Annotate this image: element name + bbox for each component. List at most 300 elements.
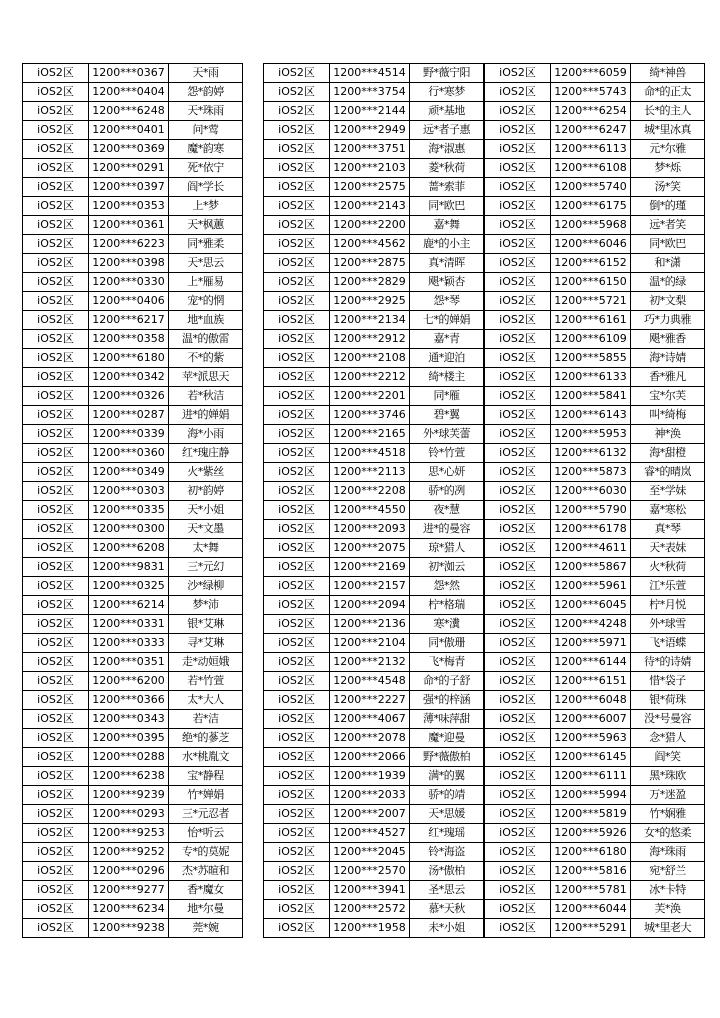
server-cell: iOS2区 xyxy=(485,710,551,729)
table-row xyxy=(485,539,705,558)
account-id-cell: 1200***9831 xyxy=(89,558,169,577)
account-id-cell: 1200***5961 xyxy=(551,577,631,596)
account-id-cell: 1200***6030 xyxy=(551,482,631,501)
server-cell: iOS2区 xyxy=(264,748,330,767)
table-body xyxy=(264,64,484,938)
player-name-cell: 若*竹萱 xyxy=(169,672,243,691)
account-id-cell: 1200***2227 xyxy=(330,691,410,710)
player-name-cell: 命*的子舒 xyxy=(410,672,484,691)
account-id-cell: 1200***2132 xyxy=(330,653,410,672)
account-id-cell: 1200***2144 xyxy=(330,102,410,121)
account-id-cell: 1200***1939 xyxy=(330,767,410,786)
player-name-cell: 宝*尔芙 xyxy=(631,387,705,406)
account-id-cell: 1200***5740 xyxy=(551,178,631,197)
server-cell: iOS2区 xyxy=(23,729,89,748)
account-id-cell: 1200***2113 xyxy=(330,463,410,482)
player-name-cell: 初*韵婷 xyxy=(169,482,243,501)
table-row xyxy=(264,710,484,729)
account-id-cell: 1200***0358 xyxy=(89,330,169,349)
player-name-cell: 怨*然 xyxy=(410,577,484,596)
table-row xyxy=(485,805,705,824)
table-row xyxy=(264,292,484,311)
server-cell: iOS2区 xyxy=(23,292,89,311)
player-name-cell: 天*珠雨 xyxy=(169,102,243,121)
server-cell: iOS2区 xyxy=(23,482,89,501)
account-id-cell: 1200***5968 xyxy=(551,216,631,235)
server-cell: iOS2区 xyxy=(23,710,89,729)
server-cell: iOS2区 xyxy=(264,159,330,178)
account-id-cell: 1200***6133 xyxy=(551,368,631,387)
server-cell: iOS2区 xyxy=(264,881,330,900)
server-cell: iOS2区 xyxy=(23,425,89,444)
player-name-cell: 圣*思云 xyxy=(410,881,484,900)
server-cell: iOS2区 xyxy=(23,463,89,482)
account-id-cell: 1200***0366 xyxy=(89,691,169,710)
player-name-cell: 海*诗婧 xyxy=(631,349,705,368)
table-row xyxy=(485,368,705,387)
player-name-cell: 专*的莫妮 xyxy=(169,843,243,862)
account-id-cell: 1200***0404 xyxy=(89,83,169,102)
table-row xyxy=(485,463,705,482)
player-name-cell: 嘉*寒松 xyxy=(631,501,705,520)
player-name-cell: 满*的翼 xyxy=(410,767,484,786)
player-name-cell: 汤*笑 xyxy=(631,178,705,197)
player-name-cell: 通*迎泊 xyxy=(410,349,484,368)
account-id-cell: 1200***3941 xyxy=(330,881,410,900)
account-id-cell: 1200***2829 xyxy=(330,273,410,292)
account-id-cell: 1200***5841 xyxy=(551,387,631,406)
server-cell: iOS2区 xyxy=(264,862,330,881)
table-row xyxy=(264,159,484,178)
table-row xyxy=(23,311,243,330)
table-row xyxy=(264,425,484,444)
table-row xyxy=(485,273,705,292)
player-name-cell: 行*寒梦 xyxy=(410,83,484,102)
table-row xyxy=(485,919,705,938)
player-name-cell: 阎*笑 xyxy=(631,748,705,767)
player-name-cell: 同*欧巴 xyxy=(631,235,705,254)
account-id-cell: 1200***5816 xyxy=(551,862,631,881)
server-cell: iOS2区 xyxy=(485,786,551,805)
account-id-cell: 1200***5781 xyxy=(551,881,631,900)
server-cell: iOS2区 xyxy=(23,634,89,653)
account-id-cell: 1200***5963 xyxy=(551,729,631,748)
table-row xyxy=(23,748,243,767)
server-cell: iOS2区 xyxy=(485,349,551,368)
table-row xyxy=(485,178,705,197)
player-name-cell: 海*淑惠 xyxy=(410,140,484,159)
account-id-cell: 1200***4527 xyxy=(330,824,410,843)
account-id-cell: 1200***2093 xyxy=(330,520,410,539)
server-cell: iOS2区 xyxy=(485,558,551,577)
player-name-cell: 问*莺 xyxy=(169,121,243,140)
table-row xyxy=(264,919,484,938)
player-name-cell: 睿*的晴岚 xyxy=(631,463,705,482)
server-cell: iOS2区 xyxy=(264,805,330,824)
account-id-cell: 1200***6150 xyxy=(551,273,631,292)
table-row xyxy=(485,349,705,368)
table-row xyxy=(23,501,243,520)
table-row xyxy=(485,330,705,349)
account-id-cell: 1200***0303 xyxy=(89,482,169,501)
account-id-cell: 1200***2075 xyxy=(330,539,410,558)
account-id-cell: 1200***6111 xyxy=(551,767,631,786)
server-cell: iOS2区 xyxy=(485,273,551,292)
account-id-cell: 1200***2165 xyxy=(330,425,410,444)
server-cell: iOS2区 xyxy=(264,596,330,615)
server-cell: iOS2区 xyxy=(264,311,330,330)
player-name-cell: 惜*袋子 xyxy=(631,672,705,691)
server-cell: iOS2区 xyxy=(485,805,551,824)
account-id-cell: 1200***2104 xyxy=(330,634,410,653)
server-cell: iOS2区 xyxy=(23,406,89,425)
table-row xyxy=(23,691,243,710)
table-row xyxy=(23,64,243,83)
account-id-cell: 1200***3751 xyxy=(330,140,410,159)
player-name-cell: 杰*苏暄和 xyxy=(169,862,243,881)
player-name-cell: 天*思云 xyxy=(169,254,243,273)
player-name-cell: 顽*基地 xyxy=(410,102,484,121)
player-name-cell: 若*洁 xyxy=(169,710,243,729)
server-cell: iOS2区 xyxy=(23,444,89,463)
player-name-cell: 怨*琴 xyxy=(410,292,484,311)
table-row xyxy=(485,881,705,900)
account-id-cell: 1200***0343 xyxy=(89,710,169,729)
player-name-cell: 进*的婵娟 xyxy=(169,406,243,425)
player-name-cell: 宝*静程 xyxy=(169,767,243,786)
table-row xyxy=(264,843,484,862)
table-row xyxy=(264,216,484,235)
account-id-cell: 1200***0288 xyxy=(89,748,169,767)
account-id-cell: 1200***0349 xyxy=(89,463,169,482)
table-row xyxy=(264,672,484,691)
player-name-cell: 强*的梓涵 xyxy=(410,691,484,710)
server-cell: iOS2区 xyxy=(485,330,551,349)
server-cell: iOS2区 xyxy=(264,425,330,444)
server-cell: iOS2区 xyxy=(485,501,551,520)
account-id-cell: 1200***2134 xyxy=(330,311,410,330)
player-name-cell: 绮*楼主 xyxy=(410,368,484,387)
table-row xyxy=(23,919,243,938)
table-row xyxy=(264,406,484,425)
player-name-cell: 竹*娴雅 xyxy=(631,805,705,824)
account-id-cell: 1200***2103 xyxy=(330,159,410,178)
account-id-cell: 1200***3746 xyxy=(330,406,410,425)
player-name-cell: 魔*韵寒 xyxy=(169,140,243,159)
account-id-cell: 1200***4514 xyxy=(330,64,410,83)
server-cell: iOS2区 xyxy=(264,330,330,349)
player-name-cell: 汤*傲柏 xyxy=(410,862,484,881)
account-id-cell: 1200***2572 xyxy=(330,900,410,919)
table-row xyxy=(23,729,243,748)
server-cell: iOS2区 xyxy=(23,140,89,159)
account-id-cell: 1200***0395 xyxy=(89,729,169,748)
server-cell: iOS2区 xyxy=(264,273,330,292)
player-name-cell: 进*的曼容 xyxy=(410,520,484,539)
server-cell: iOS2区 xyxy=(264,843,330,862)
player-name-cell: 柠*月悦 xyxy=(631,596,705,615)
server-cell: iOS2区 xyxy=(485,64,551,83)
table-row xyxy=(485,596,705,615)
server-cell: iOS2区 xyxy=(23,64,89,83)
account-id-cell: 1200***0367 xyxy=(89,64,169,83)
account-id-cell: 1200***0397 xyxy=(89,178,169,197)
account-id-cell: 1200***0369 xyxy=(89,140,169,159)
table-row xyxy=(485,748,705,767)
table-row xyxy=(264,729,484,748)
table-row xyxy=(485,140,705,159)
table-row xyxy=(485,577,705,596)
account-id-cell: 1200***6161 xyxy=(551,311,631,330)
table-row xyxy=(264,349,484,368)
account-id-cell: 1200***6208 xyxy=(89,539,169,558)
account-id-cell: 1200***2208 xyxy=(330,482,410,501)
server-cell: iOS2区 xyxy=(23,216,89,235)
table-row xyxy=(264,387,484,406)
server-cell: iOS2区 xyxy=(485,596,551,615)
account-id-cell: 1200***2157 xyxy=(330,577,410,596)
player-name-cell: 江*乐萱 xyxy=(631,577,705,596)
account-id-cell: 1200***0330 xyxy=(89,273,169,292)
account-id-cell: 1200***5790 xyxy=(551,501,631,520)
server-cell: iOS2区 xyxy=(23,919,89,938)
account-id-cell: 1200***6180 xyxy=(89,349,169,368)
table-row xyxy=(264,596,484,615)
server-cell: iOS2区 xyxy=(485,824,551,843)
player-name-cell: 走*动姮娥 xyxy=(169,653,243,672)
server-cell: iOS2区 xyxy=(264,729,330,748)
player-name-cell: 怡*听云 xyxy=(169,824,243,843)
server-cell: iOS2区 xyxy=(264,83,330,102)
player-name-cell: 慕*天秋 xyxy=(410,900,484,919)
server-cell: iOS2区 xyxy=(23,615,89,634)
player-name-cell: 三*元忍者 xyxy=(169,805,243,824)
table-row xyxy=(264,197,484,216)
account-id-cell: 1200***0333 xyxy=(89,634,169,653)
player-name-cell: 骄*的冽 xyxy=(410,482,484,501)
account-id-cell: 1200***0353 xyxy=(89,197,169,216)
account-id-cell: 1200***0342 xyxy=(89,368,169,387)
player-name-cell: 绝*的蔘芝 xyxy=(169,729,243,748)
server-cell: iOS2区 xyxy=(23,254,89,273)
server-cell: iOS2区 xyxy=(264,368,330,387)
player-name-cell: 飓*颖杏 xyxy=(410,273,484,292)
server-cell: iOS2区 xyxy=(264,482,330,501)
account-id-cell: 1200***6234 xyxy=(89,900,169,919)
account-id-cell: 1200***6217 xyxy=(89,311,169,330)
player-name-cell: 梦*烁 xyxy=(631,159,705,178)
player-name-cell: 水*桃胤文 xyxy=(169,748,243,767)
account-id-cell: 1200***6238 xyxy=(89,767,169,786)
server-cell: iOS2区 xyxy=(485,539,551,558)
server-cell: iOS2区 xyxy=(23,672,89,691)
account-id-cell: 1200***0351 xyxy=(89,653,169,672)
table-row xyxy=(23,824,243,843)
server-cell: iOS2区 xyxy=(264,140,330,159)
table-row xyxy=(485,254,705,273)
player-name-cell: 待*的诗婧 xyxy=(631,653,705,672)
account-id-cell: 1200***6144 xyxy=(551,653,631,672)
player-name-cell: 同*雅柔 xyxy=(169,235,243,254)
player-name-cell: 女*的悠柔 xyxy=(631,824,705,843)
player-name-cell: 绮*神兽 xyxy=(631,64,705,83)
table-body xyxy=(23,64,243,938)
account-id-cell: 1200***6152 xyxy=(551,254,631,273)
table-row xyxy=(485,615,705,634)
table-row xyxy=(264,235,484,254)
player-name-cell: 碧*翼 xyxy=(410,406,484,425)
player-name-cell: 野*薇傲柏 xyxy=(410,748,484,767)
account-id-cell: 1200***5873 xyxy=(551,463,631,482)
player-name-cell: 死*依宁 xyxy=(169,159,243,178)
account-id-cell: 1200***0360 xyxy=(89,444,169,463)
server-cell: iOS2区 xyxy=(264,710,330,729)
account-id-cell: 1200***0406 xyxy=(89,292,169,311)
server-cell: iOS2区 xyxy=(485,767,551,786)
account-id-cell: 1200***9252 xyxy=(89,843,169,862)
account-id-cell: 1200***5953 xyxy=(551,425,631,444)
server-cell: iOS2区 xyxy=(264,387,330,406)
account-id-cell: 1200***6248 xyxy=(89,102,169,121)
account-id-cell: 1200***4548 xyxy=(330,672,410,691)
account-id-cell: 1200***4550 xyxy=(330,501,410,520)
account-id-cell: 1200***6254 xyxy=(551,102,631,121)
table-row xyxy=(264,273,484,292)
server-cell: iOS2区 xyxy=(264,463,330,482)
table-row xyxy=(23,710,243,729)
player-name-cell: 飞*语蝶 xyxy=(631,634,705,653)
server-cell: iOS2区 xyxy=(264,786,330,805)
account-id-cell: 1200***9277 xyxy=(89,881,169,900)
player-name-cell: 芙*涣 xyxy=(631,900,705,919)
account-id-cell: 1200***6151 xyxy=(551,672,631,691)
table-row xyxy=(485,691,705,710)
server-cell: iOS2区 xyxy=(264,178,330,197)
player-name-cell: 真*清晖 xyxy=(410,254,484,273)
table-row xyxy=(485,159,705,178)
table-row xyxy=(23,273,243,292)
table-row xyxy=(264,539,484,558)
server-cell: iOS2区 xyxy=(23,691,89,710)
server-cell: iOS2区 xyxy=(23,862,89,881)
table-row xyxy=(264,463,484,482)
server-cell: iOS2区 xyxy=(485,197,551,216)
player-name-cell: 命*的正太 xyxy=(631,83,705,102)
table-row xyxy=(485,520,705,539)
table-row xyxy=(23,558,243,577)
player-name-cell: 梦*沛 xyxy=(169,596,243,615)
server-cell: iOS2区 xyxy=(485,653,551,672)
table-row xyxy=(264,368,484,387)
account-id-cell: 1200***2143 xyxy=(330,197,410,216)
account-id-cell: 1200***2212 xyxy=(330,368,410,387)
account-id-cell: 1200***4562 xyxy=(330,235,410,254)
player-name-cell: 远*者子惠 xyxy=(410,121,484,140)
server-cell: iOS2区 xyxy=(485,254,551,273)
player-name-cell: 城*里老大 xyxy=(631,919,705,938)
account-id-cell: 1200***6108 xyxy=(551,159,631,178)
table-row xyxy=(23,254,243,273)
player-name-cell: 火*秋荷 xyxy=(631,558,705,577)
player-name-cell: 七*的婵娟 xyxy=(410,311,484,330)
account-id-cell: 1200***4611 xyxy=(551,539,631,558)
server-cell: iOS2区 xyxy=(23,349,89,368)
server-cell: iOS2区 xyxy=(23,121,89,140)
account-id-cell: 1200***9253 xyxy=(89,824,169,843)
player-name-cell: 银*荷珠 xyxy=(631,691,705,710)
server-cell: iOS2区 xyxy=(264,900,330,919)
table-row xyxy=(485,501,705,520)
table-row xyxy=(485,64,705,83)
table-row xyxy=(485,292,705,311)
player-name-cell: 菱*秋荷 xyxy=(410,159,484,178)
server-cell: iOS2区 xyxy=(485,577,551,596)
table-row xyxy=(485,900,705,919)
account-id-cell: 1200***0398 xyxy=(89,254,169,273)
table-row xyxy=(264,64,484,83)
player-name-cell: 海*甜橙 xyxy=(631,444,705,463)
account-id-cell: 1200***0291 xyxy=(89,159,169,178)
player-name-cell: 巧*力典雅 xyxy=(631,311,705,330)
table-row xyxy=(485,767,705,786)
player-name-cell: 天*雨 xyxy=(169,64,243,83)
player-name-cell: 嘉*舞 xyxy=(410,216,484,235)
table-row xyxy=(23,197,243,216)
server-cell: iOS2区 xyxy=(23,273,89,292)
account-id-cell: 1200***6045 xyxy=(551,596,631,615)
server-cell: iOS2区 xyxy=(23,520,89,539)
server-cell: iOS2区 xyxy=(264,216,330,235)
account-id-cell: 1200***0339 xyxy=(89,425,169,444)
account-id-cell: 1200***2094 xyxy=(330,596,410,615)
account-id-cell: 1200***6200 xyxy=(89,672,169,691)
server-cell: iOS2区 xyxy=(23,558,89,577)
server-cell: iOS2区 xyxy=(485,482,551,501)
player-name-cell: 天*思媛 xyxy=(410,805,484,824)
account-id-cell: 1200***2045 xyxy=(330,843,410,862)
account-id-cell: 1200***5971 xyxy=(551,634,631,653)
server-cell: iOS2区 xyxy=(485,615,551,634)
table-row xyxy=(485,710,705,729)
server-cell: iOS2区 xyxy=(485,159,551,178)
player-name-cell: 不*的紫 xyxy=(169,349,243,368)
server-cell: iOS2区 xyxy=(485,900,551,919)
server-cell: iOS2区 xyxy=(23,159,89,178)
server-cell: iOS2区 xyxy=(485,121,551,140)
table-body xyxy=(485,64,705,938)
player-name-cell: 至*学妹 xyxy=(631,482,705,501)
server-cell: iOS2区 xyxy=(23,748,89,767)
server-cell: iOS2区 xyxy=(23,330,89,349)
player-name-cell: 万*迷盈 xyxy=(631,786,705,805)
table-row xyxy=(23,634,243,653)
player-name-cell: 竹*婵娟 xyxy=(169,786,243,805)
account-id-cell: 1200***6059 xyxy=(551,64,631,83)
table-row xyxy=(23,292,243,311)
table-row xyxy=(23,159,243,178)
player-name-cell: 鹿*的小主 xyxy=(410,235,484,254)
player-name-cell: 城*里冰真 xyxy=(631,121,705,140)
player-name-cell: 火*紫丝 xyxy=(169,463,243,482)
server-cell: iOS2区 xyxy=(264,691,330,710)
table-row xyxy=(264,520,484,539)
account-id-cell: 1200***0293 xyxy=(89,805,169,824)
table-row xyxy=(264,900,484,919)
server-cell: iOS2区 xyxy=(264,501,330,520)
player-name-cell: 寻*艾琳 xyxy=(169,634,243,653)
table-row xyxy=(264,691,484,710)
account-id-cell: 1200***2575 xyxy=(330,178,410,197)
